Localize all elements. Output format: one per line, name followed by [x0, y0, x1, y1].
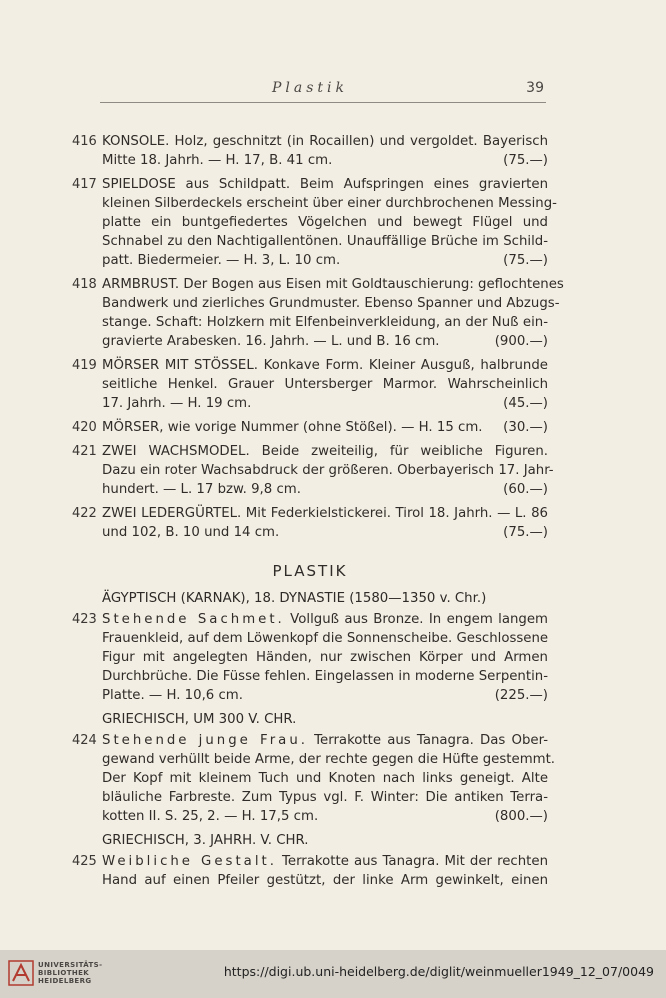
entry-line: Figur mit angelegten Händen, nur zwischen Körper und Armen	[102, 650, 548, 665]
entry-last-line	[102, 480, 548, 499]
entry-number: 418	[72, 277, 97, 292]
entry-title: Weibliche Gestalt.	[102, 854, 277, 869]
entry-line: Der Kopf mit kleinem Tuch und Knoten nach links geneigt. Alte	[102, 771, 548, 786]
entry-line: KONSOLE. Holz, geschnitzt (in Rocaillen) und vergoldet. Bayerisch	[102, 134, 548, 149]
entry-line	[102, 852, 548, 871]
entry-price: (60.—)	[503, 482, 548, 497]
entry-line: SPIELDOSE aus Schildpatt. Beim Aufspringen eines gravierten	[102, 177, 548, 192]
institution-line: HEIDELBERG	[38, 977, 92, 985]
entry-number: 423	[72, 612, 97, 627]
entry-line: stange. Schaft: Holzkern mit Elfenbeinverkleidung, an der Nuß ein-	[102, 315, 548, 330]
entry-line: MÖRSER MIT STÖSSEL. Konkave Form. Kleiner Ausguß, halbrunde	[102, 358, 548, 373]
entry-line: Frauenkleid, auf dem Löwenkopf die Sonnenscheibe. Geschlossene	[102, 631, 549, 646]
entry-line: ZWEI WACHSMODEL. Beide zweiteilig, für weibliche Figuren.	[102, 444, 548, 459]
entry-line: bläuliche Farbreste. Zum Typus vgl. F. Winter: Die antiken Terra-	[102, 790, 548, 805]
entry-last-line	[102, 686, 548, 705]
entry-line: gewand verhüllt beide Arme, der rechte gegen die Hüfte gestemmt.	[102, 752, 556, 767]
entry-price: (30.—)	[503, 420, 548, 435]
entry-text: Terrakotte aus Tanagra. Das Ober-	[314, 733, 548, 748]
page-number: 39	[526, 80, 544, 96]
entry-text: Terrakotte aus Tanagra. Mit der rechten	[282, 854, 548, 869]
running-title: Plastik	[271, 80, 348, 96]
entry-last-line	[102, 394, 548, 413]
catalog-entry	[72, 175, 557, 270]
section-title: PLASTIK	[272, 562, 348, 580]
entry-price: (225.—)	[494, 688, 548, 703]
entry-last-line	[102, 251, 548, 270]
entry-line: kleinen Silberdeckels erscheint über einer durchbrochenen Messing-	[102, 196, 557, 211]
entry-line	[102, 731, 548, 750]
catalog-entries	[72, 132, 564, 895]
viewer-footer	[0, 950, 666, 998]
entry-number: 416	[72, 134, 97, 149]
entry-last-line	[102, 151, 548, 170]
catalog-entry	[72, 610, 548, 705]
catalog-entry	[72, 418, 548, 437]
entry-last-line	[102, 807, 548, 826]
entry-number: 421	[72, 444, 97, 459]
source-url-link[interactable]: https://digi.ub.uni-heidelberg.de/diglit/weinmueller1949_12_07/0049	[223, 964, 654, 979]
entry-number: 425	[72, 854, 97, 869]
entry-last-line	[102, 523, 548, 542]
entry-text: 17. Jahrh. — H. 19 cm.	[102, 396, 252, 411]
catalog-entry	[72, 275, 564, 351]
entry-line: Hand auf einen Pfeiler gestützt, der linke Arm gewinkelt, einen	[102, 873, 548, 888]
entry-number: 419	[72, 358, 97, 373]
entry-line: seitliche Henkel. Grauer Untersberger Marmor. Wahrscheinlich	[102, 377, 548, 392]
institution-line: BIBLIOTHEK	[38, 969, 90, 977]
entry-line: ARMBRUST. Der Bogen aus Eisen mit Goldtauschierung: geflochtenes	[102, 277, 564, 292]
entry-line: Dazu ein roter Wachsabdruck der größeren. Oberbayerisch 17. Jahr-	[102, 463, 554, 478]
entry-text: und 102, B. 10 und 14 cm.	[102, 525, 280, 540]
entry-line	[102, 610, 548, 629]
entry-title: Stehende junge Frau.	[102, 733, 308, 748]
entry-text: patt. Biedermeier. — H. 3, L. 10 cm.	[102, 253, 341, 268]
entry-text: hundert. — L. 17 bzw. 9,8 cm.	[102, 482, 301, 497]
entry-number: 420	[72, 420, 97, 435]
entry-line: ZWEI LEDERGÜRTEL. Mit Federkielstickerei. Tirol 18. Jahrh. — L. 86	[102, 506, 548, 521]
entry-title: Stehende Sachmet.	[102, 612, 285, 627]
catalog-entry	[72, 132, 548, 170]
catalog-entry	[72, 442, 554, 499]
group-heading: ÄGYPTISCH (KARNAK), 18. DYNASTIE (1580—1350 v. Chr.)	[102, 591, 487, 606]
entry-line: Bandwerk und zierliches Grundmuster. Ebenso Spanner und Abzugs-	[102, 296, 560, 311]
entry-number: 422	[72, 506, 97, 521]
catalog-entry	[72, 852, 548, 890]
entry-price: (75.—)	[503, 153, 548, 168]
entry-line: Schnabel zu den Nachtigallentönen. Unauffällige Brüche im Schild-	[102, 234, 548, 249]
catalog-entry	[72, 356, 548, 413]
entry-text: Vollguß aus Bronze. In engem langem	[290, 612, 549, 627]
entry-line: Durchbrüche. Die Füsse fehlen. Eingelassen in moderne Serpentin-	[102, 669, 548, 684]
running-head	[0, 80, 666, 100]
catalog-entry	[72, 731, 556, 826]
entry-price: (900.—)	[494, 334, 548, 349]
catalog-entry	[72, 504, 548, 542]
entry-price: (800.—)	[494, 809, 548, 824]
institution-name	[38, 961, 102, 985]
entry-price: (45.—)	[503, 396, 548, 411]
entry-text: Mitte 18. Jahrh. — H. 17, B. 41 cm.	[102, 153, 333, 168]
university-library-logo-icon	[8, 960, 34, 986]
entry-text: kotten II. S. 25, 2. — H. 17,5 cm.	[102, 809, 319, 824]
institution-line: UNIVERSITÄTS-	[38, 961, 103, 969]
entry-line: platte ein buntgefiedertes Vögelchen und bewegt Flügel und	[102, 215, 548, 230]
header-rule	[100, 102, 546, 103]
entry-number: 417	[72, 177, 97, 192]
entry-price: (75.—)	[503, 253, 548, 268]
group-heading: GRIECHISCH, 3. JAHRH. V. CHR.	[102, 833, 309, 848]
entry-last-line	[102, 418, 548, 437]
entry-last-line	[102, 332, 548, 351]
entry-text: Platte. — H. 10,6 cm.	[102, 688, 243, 703]
entry-number: 424	[72, 733, 97, 748]
entry-text: MÖRSER, wie vorige Nummer (ohne Stößel). — H. 15 cm.	[102, 420, 483, 435]
entry-price: (75.—)	[503, 525, 548, 540]
group-heading: GRIECHISCH, UM 300 V. CHR.	[102, 712, 297, 727]
entry-text: gravierte Arabesken. 16. Jahrh. — L. und B. 16 cm.	[102, 334, 440, 349]
